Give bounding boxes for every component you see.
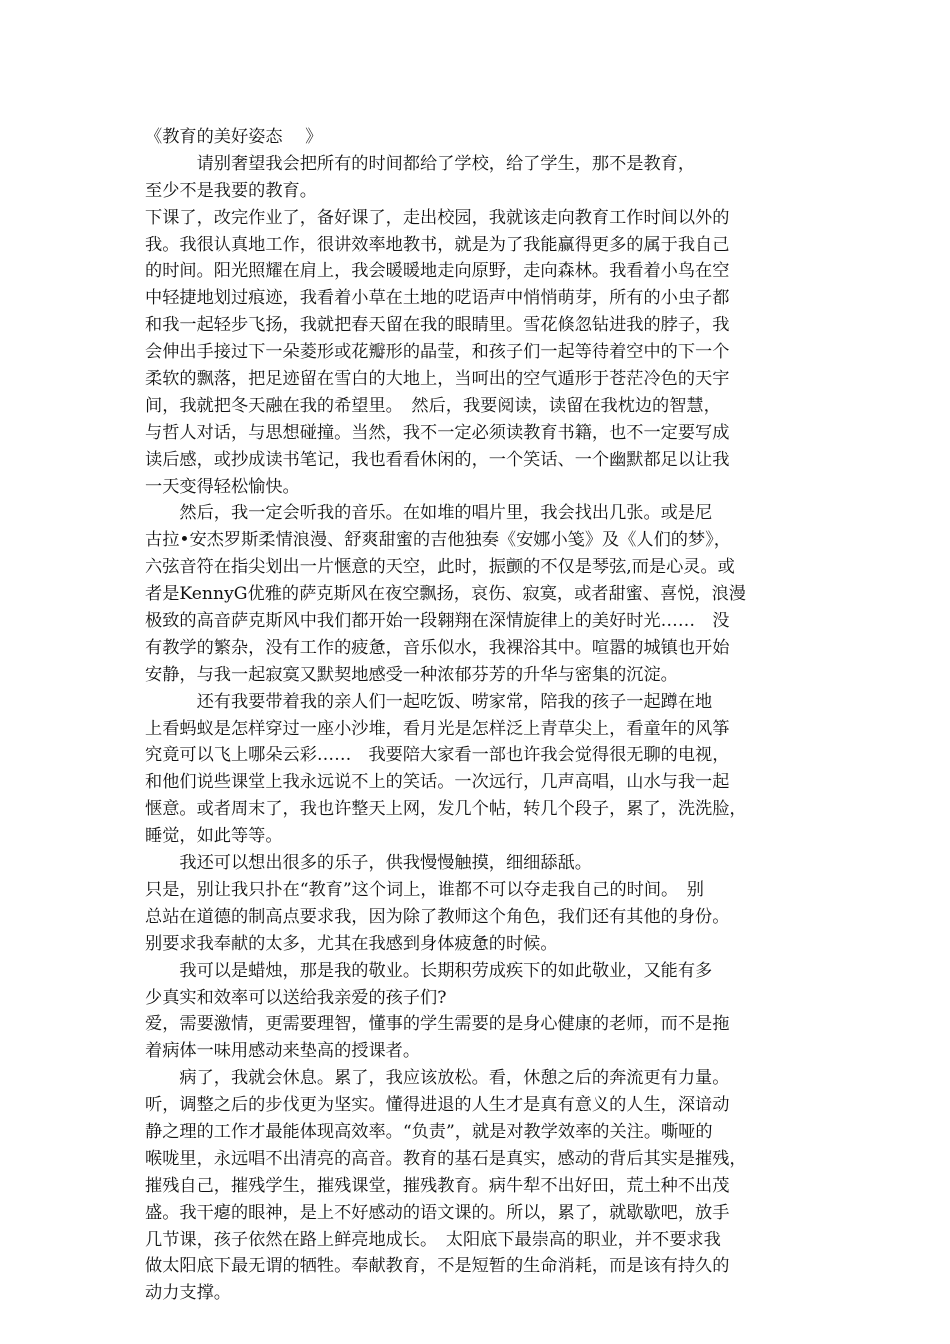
body-text-line: 古拉•安杰罗斯柔情浪漫、舒爽甜蜜的吉他独奏《安娜小笺》及《人们的梦》， [145, 530, 731, 551]
body-text-line: 病了，我就会休息。累了，我应该放松。看，休憩之后的奔流更有力量。 [145, 1068, 730, 1089]
document-title: 《教育的美好姿态 》 [145, 127, 323, 147]
body-text-line: 会伸出手接过下一朵菱形或花瓣形的晶莹，和孩子们一起等待着空中的下一个 [145, 342, 730, 363]
body-text-line: 至少不是我要的教育。 [145, 180, 317, 201]
body-text-line: 间，我就把冬天融在我的希望里。 然后，我要阅读，读留在我枕边的智慧， [145, 395, 721, 416]
body-text-line: 只是，别让我只扑在“教育”这个词上，谁都不可以夺走我自己的时间。 别 [145, 879, 704, 900]
body-text-line: 几节课，孩子依然在路上鲜亮地成长。 太阳底下最崇高的职业，并不要求我 [145, 1229, 721, 1250]
body-text-line: 静之理的工作才最能体现高效率。“负责”，就是对教学效率的关注。嘶哑的 [145, 1121, 713, 1142]
body-text-line: 究竟可以飞上哪朵云彩…… 我要陪大家看一部也许我会觉得很无聊的电视， [145, 745, 730, 766]
body-text-line: 和我一起轻步飞扬，我就把春天留在我的眼睛里。雪花倏忽钻进我的脖子，我 [145, 315, 730, 336]
document-page [145, 124, 815, 1307]
body-text-line: 听，调整之后的步伐更为坚实。懂得进退的人生才是真有意义的人生，深谙动 [145, 1095, 730, 1116]
body-text-line: 极致的高音萨克斯风中我们都开始一段翱翔在深情旋律上的美好时光…… 没 [145, 611, 730, 632]
body-text-line: 安静，与我一起寂寞又默契地感受一种浓郁芬芳的升华与密集的沉淀。 [145, 664, 678, 685]
body-text-line: 然后，我一定会听我的音乐。在如堆的唱片里，我会找出几张。或是尼 [145, 503, 713, 524]
body-text-line: 有教学的繁杂，没有工作的疲惫，音乐似水，我裸浴其中。喧嚣的城镇也开始 [145, 637, 730, 658]
body-text-line: 读后感，或抄成读书笔记，我也看看休闲的，一个笑话、一个幽默都足以让我 [145, 449, 730, 470]
document-body [145, 151, 815, 1307]
body-text-line: 中轻捷地划过痕迹，我看着小草在土地的呓语声中悄悄萌芽，所有的小虫子都 [145, 288, 730, 309]
body-text-line: 惬意。或者周末了，我也许整天上网，发几个帖，转几个段子，累了，洗洗脸， [145, 799, 747, 820]
body-text-line: 还有我要带着我的亲人们一起吃饭、唠家常，陪我的孩子一起蹲在地 [145, 691, 713, 712]
body-text-line: 别要求我奉献的太多，尤其在我感到身体疲惫的时候。 [145, 933, 558, 954]
body-text-line: 动力支撑。 [145, 1283, 231, 1304]
body-text-line: 上看蚂蚁是怎样穿过一座小沙堆，看月光是怎样泛上青草尖上，看童年的风筝 [145, 718, 730, 739]
body-text-line: 请别奢望我会把所有的时间都给了学校，给了学生，那不是教育， [145, 153, 696, 174]
body-text-line: 喉咙里，永远唱不出清亮的高音。教育的基石是真实，感动的背后其实是摧残， [145, 1148, 747, 1169]
body-text-line: 者是KennyG优雅的萨克斯风在夜空飘扬，哀伤、寂寞，或者甜蜜、喜悦，浪漫 [145, 584, 746, 605]
body-text-line: 着病体一味用感动来垫高的授课者。 [145, 1041, 421, 1062]
body-text-line: 的时间。阳光照耀在肩上，我会暖暖地走向原野，走向森林。我看着小鸟在空 [145, 261, 730, 282]
body-text-line: 下课了，改完作业了，备好课了，走出校园，我就该走向教育工作时间以外的 [145, 207, 730, 228]
body-text-line: 我可以是蜡烛，那是我的敬业。长期积劳成疾下的如此敬业，又能有多 [145, 960, 713, 981]
body-text-line: 与哲人对话，与思想碰撞。当然，我不一定必须读教育书籍，也不一定要写成 [145, 422, 730, 443]
body-text-line: 我。我很认真地工作，很讲效率地教书，就是为了我能赢得更多的属于我自己 [145, 234, 730, 255]
body-text-line: 摧残自己，摧残学生，摧残课堂，摧残教育。病牛犁不出好田，荒土种不出茂 [145, 1175, 730, 1196]
body-text-line: 一天变得轻松愉快。 [145, 476, 300, 497]
body-text-line: 柔软的飘落，把足迹留在雪白的大地上，当呵出的空气遁形于苍茫冷色的天宇 [145, 369, 730, 390]
body-text-line: 和他们说些课堂上我永远说不上的笑话。一次远行，几声高唱，山水与我一起 [145, 772, 730, 793]
body-text-line: 我还可以想出很多的乐子，供我慢慢触摸，细细舔舐。 [145, 853, 592, 874]
body-text-line: 少真实和效率可以送给我亲爱的孩子们? [145, 987, 447, 1008]
body-text-line: 六弦音符在指尖划出一片惬意的天空，此时，振颤的不仅是琴弦,而是心灵。或 [145, 557, 735, 578]
body-text-line: 做太阳底下最无谓的牺牲。奉献教育，不是短暂的生命消耗，而是该有持久的 [145, 1256, 730, 1277]
body-text-line: 睡觉，如此等等。 [145, 826, 283, 847]
body-text-line: 总站在道德的制高点要求我，因为除了教师这个角色，我们还有其他的身份。 [145, 906, 730, 927]
body-text-line: 盛。我干瘪的眼神，是上不好感动的语文课的。所以，累了，就歇歇吧，放手 [145, 1202, 730, 1223]
body-text-line: 爱，需要激情，更需要理智，懂事的学生需要的是身心健康的老师，而不是拖 [145, 1014, 730, 1035]
